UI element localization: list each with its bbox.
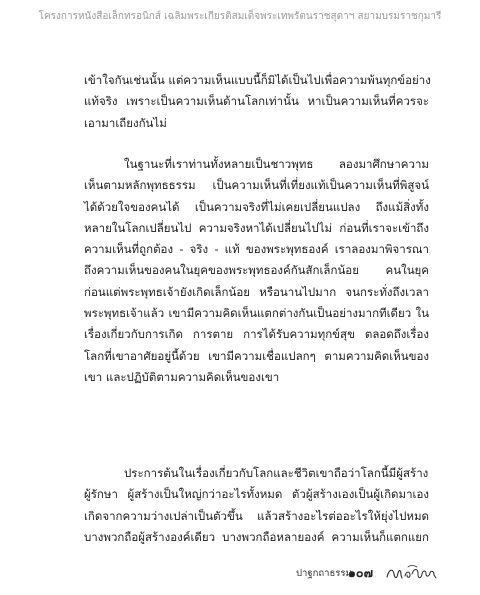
paragraph-line: เขา และปฏิบัติตามความคิดเห็นของเขา: [84, 369, 280, 384]
paragraph-line: เข้าใจกันเช่นนั้น แต่ความเห็นแบบนี้ก็มิได้เป็นไปเพื่อความพ้นทุกข์อย่าง: [84, 73, 431, 87]
signature-image: [384, 562, 440, 584]
footer-title: ปาฐกถาธรรม: [296, 568, 352, 579]
paragraph-line: เห็นตามหลักพุทธธรรม เป็นความเห็นที่เที่ยงแท้เป็นความเห็นที่พิสูจน์: [84, 178, 429, 193]
running-header: โครงการหนังสือเล็กทรอนิกส์ เฉลิมพระเกียรติสมเด็จพระเทพรัตนราชสุดาฯ สยามบรมราชกุมารี: [38, 11, 442, 22]
paragraph-line: ถึงความเห็นของคนในยุคของพระพุทธองค์กันสักเล็กน้อย คนในยุค: [84, 263, 429, 278]
paragraph-2: [84, 154, 429, 388]
paragraph-line: ผู้รักษา ผู้สร้างเป็นใหญ่กว่าอะไรทั้งหมด ตัวผู้สร้างเองเป็นผู้เกิดมาเอง: [84, 487, 429, 502]
paragraph-line: พระพุทธเจ้าแล้ว เขามีความคิดเห็นแตกต่างกันเป็นอย่างมากทีเดียว ใน: [84, 306, 429, 321]
paragraph-line: โลกที่เขาอาศัยอยู่นี้ด้วย เขามีความเชื่อแปลกๆ ตามความคิดเห็นของ: [84, 348, 429, 363]
paragraph-line: หลายในโลกเปลี่ยนไป ความจริงหาได้เปลี่ยนไปไม่ ก่อนที่เราจะเข้าถึง: [84, 220, 429, 235]
paragraph-line: บางพวกถือผู้สร้างองค์เดียว บางพวกถือหลายองค์ ความเห็นก็แตกแยก: [84, 529, 429, 544]
paragraph-line: ในฐานะที่เราท่านทั้งหลายเป็นชาวพุทธ ลองมาศึกษาความ: [124, 157, 429, 171]
paragraph-line: เกิดจากความว่างเปล่าเป็นตัวขึ้น แล้วสร้างอะไรต่ออะไรให้ยุ่งไปหมด: [84, 508, 429, 523]
paragraph-3: [84, 463, 429, 548]
paragraph-line: ก่อนแต่พระพุทธเจ้ายังเกิดเล็กน้อย หรือนานไปมาก จนกระทั่งถึงเวลา: [84, 284, 429, 299]
paragraph-line: แท้จริง เพราะเป็นความเห็นด้านโลกเท่านั้น หาเป็นความเห็นที่ควรจะ: [84, 94, 429, 109]
paragraph-line: ประการต้นในเรื่องเกี่ยวกับโลกและชีวิตเขาถือว่าโลกนี้มีผู้สร้าง: [124, 466, 429, 480]
paragraph-1: [84, 70, 429, 134]
paragraph-line: เรื่องเกี่ยวกับการเกิด การตาย การได้รับความทุกข์สุข ตลอดถึงเรื่อง: [84, 327, 429, 342]
paragraph-line: ได้ด้วยใจของคนได้ เป็นความจริงที่ไม่เคยเปลี่ยนแปลง ถึงแม้สิ่งทั้ง: [84, 199, 429, 214]
paragraph-line: เอามาเถียงกันไม่: [84, 115, 167, 130]
page-number: ๑๐๗: [348, 565, 373, 580]
paragraph-line: ความเห็นที่ถูกต้อง - จริง - แท้ ของพระพุทธองค์ เราลองมาพิจารณา: [84, 242, 429, 257]
page-footer: [0, 562, 480, 586]
